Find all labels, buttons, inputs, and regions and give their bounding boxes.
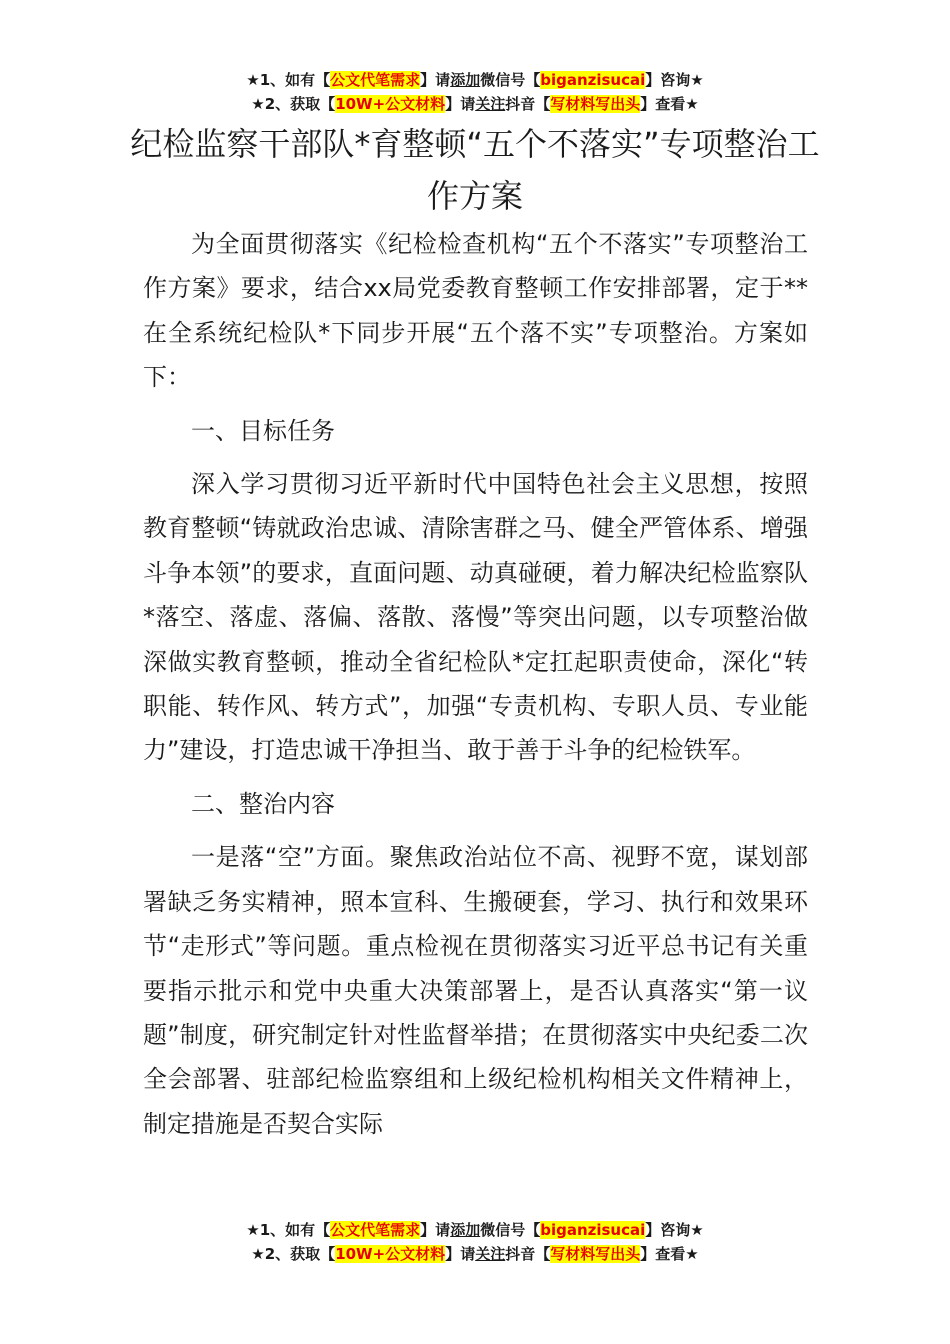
content-paragraph: 一是落“空”方面。聚焦政治站位不高、视野不宽，谋划部署缺乏务实精神，照本宣科、生搬硬套，学习、执行和效果环节“走形式”等问题。重点检视在贯彻落实习近平总书记有关重要指示批示和党中央重大决策部署上，是否认真落实“第一议题”制度，研究制定针对性监督举措；在贯彻落实中央纪委二次全会部署、驻部纪检监察组和上级纪检机构相关文件精神上，制定措施是否契合实际 (143, 843, 808, 1138)
promo-line-1 (0, 68, 950, 92)
section-heading-goals: 一、目标任务 (191, 416, 335, 445)
promo-line-1-footer (0, 1218, 950, 1242)
promo-line-2-footer (0, 1242, 950, 1266)
document-title: 纪检监察干部队*育整顿“五个不落实”专项整治工作方案 (130, 125, 820, 215)
promo-line-2-suffix: 】查看★ (640, 95, 699, 113)
bottom-promo-banner (0, 1218, 950, 1266)
promo-line-1-footer-highlight-service: 公文代笔需求 (330, 1221, 421, 1239)
top-promo-banner (0, 68, 950, 116)
promo-line-2-footer-highlight-materials: 10W+公文材料 (335, 1245, 446, 1263)
goals-paragraph: 深入学习贯彻习近平新时代中国特色社会主义思想，按照教育整顿“铸就政治忠诚、清除害群之马、健全严管体系、增强斗争本领”的要求，直面问题、动真碰硬，着力解决纪检监察队*落空、落虚、落偏、落散、落慢”等突出问题，以专项整治做深做实教育整顿，推动全省纪检队*定扛起职责使命，深化“转职能、转作风、转方式”，加强“专责机构、专职人员、专业能力”建设，打造忠诚干净担当、敢于善于斗争的纪检铁军。 (143, 470, 808, 765)
promo-line-1-mid: 】请 (420, 71, 451, 89)
section-heading-content: 二、整治内容 (191, 789, 335, 818)
promo-line-2-footer-suffix: 】查看★ (640, 1245, 699, 1263)
promo-line-1-footer-underline: 添加 (450, 1221, 481, 1239)
promo-line-2 (0, 92, 950, 116)
promo-line-1-footer-prefix: ★1、如有【 (246, 1221, 331, 1239)
promo-line-1-footer-highlight-wechat: biganzisucai (540, 1221, 646, 1239)
promo-line-1-mid2: 微信号【 (480, 71, 541, 89)
promo-line-1-highlight-service: 公文代笔需求 (330, 71, 421, 89)
promo-line-2-footer-prefix: ★2、获取【 (251, 1245, 336, 1263)
promo-line-2-prefix: ★2、获取【 (251, 95, 336, 113)
promo-line-1-suffix: 】咨询★ (645, 71, 704, 89)
promo-line-1-footer-suffix: 】咨询★ (645, 1221, 704, 1239)
promo-line-2-footer-highlight-douyin: 写材料写出头 (550, 1245, 641, 1263)
promo-line-2-underline: 关注 (475, 95, 506, 113)
intro-paragraph: 为全面贯彻落实《纪检检查机构“五个不落实”专项整治工作方案》要求，结合xx局党委教育整顿工作安排部署，定于**在全系统纪检队*下同步开展“五个落不实”专项整治。方案如下： (143, 230, 808, 392)
document-body (143, 222, 808, 1146)
promo-line-1-footer-mid2: 微信号【 (480, 1221, 541, 1239)
promo-line-1-prefix: ★1、如有【 (246, 71, 331, 89)
promo-line-2-mid2: 抖音【 (505, 95, 551, 113)
promo-line-2-footer-mid: 】请 (445, 1245, 476, 1263)
promo-line-1-highlight-wechat: biganzisucai (540, 71, 646, 89)
promo-line-1-footer-mid: 】请 (420, 1221, 451, 1239)
promo-line-1-underline: 添加 (450, 71, 481, 89)
promo-line-2-footer-underline: 关注 (475, 1245, 506, 1263)
promo-line-2-mid: 】请 (445, 95, 476, 113)
promo-line-2-footer-mid2: 抖音【 (505, 1245, 551, 1263)
promo-line-2-highlight-materials: 10W+公文材料 (335, 95, 446, 113)
promo-line-2-highlight-douyin: 写材料写出头 (550, 95, 641, 113)
